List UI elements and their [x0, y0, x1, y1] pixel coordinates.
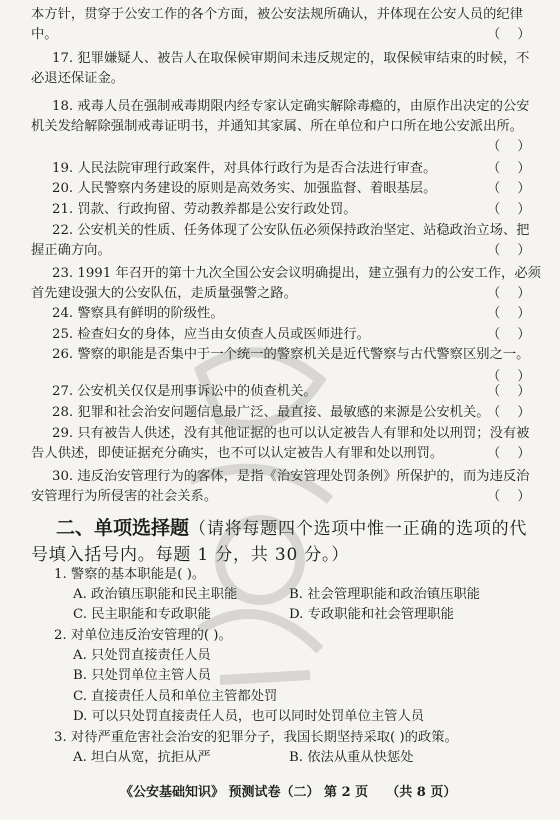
tf-item-line: 24. 警察具有鲜明的阶级性。 [52, 306, 224, 321]
tf-item-line: 20. 人民警察内务建设的原则是高效务实、加强监督、着眼基层。 [52, 181, 437, 196]
answer-option: B. 社会管理职能和政治镇压职能 [289, 587, 481, 602]
tf-item-line: 18. 戒毒人员在强制戒毒期限内经专家认定确实解除毒瘾的，由原作出决定的公安 [52, 99, 530, 114]
answer-parentheses: （ ） [487, 446, 531, 461]
answer-option: D. 可以只处罚直接责任人员，也可以同时处罚单位主管人员 [73, 709, 425, 724]
tf-item-line: 握正确方向。 [31, 243, 111, 258]
answer-parentheses: （ ） [487, 369, 531, 384]
answer-parentheses: （ ） [487, 384, 531, 399]
tf-item-line: 告人供述，即使证据充分确实，也不可以认定被告人有罪和处以刑罚。 [31, 446, 444, 461]
answer-parentheses: （ ） [487, 202, 531, 217]
answer-parentheses: （ ） [487, 306, 531, 321]
question-stem: 1. 警察的基本职能是( )。 [54, 567, 206, 582]
answer-parentheses: （ ） [487, 327, 531, 342]
question-stem: 2. 对单位违反治安管理的( )。 [54, 628, 232, 643]
tf-item-line: 17. 犯罪嫌疑人、被告人在取保候审期间未违反规定的，取保候审结束的时候，不 [52, 51, 530, 66]
answer-parentheses: （ ） [487, 161, 531, 176]
section-title: 二、单项选择题 [56, 517, 190, 539]
page-footer: 《公安基础知识》 预测试卷（二） 第 2 页 （共 8 页） [120, 785, 457, 800]
section-instruction-line-2: 号填入括号内。每题 1 分，共 30 分。） [31, 545, 350, 565]
tf-item-line: 30. 违反治安管理行为的客体，是指《治安管理处罚条例》所保护的，而为违反治 [52, 469, 530, 484]
section-heading [56, 513, 527, 540]
tf-item-line: 首先建设强大的公安队伍，走质量强警之路。 [31, 286, 297, 301]
tf-item-line: 25. 检查妇女的身体，应当由女侦查人员或医师进行。 [52, 327, 370, 342]
answer-parentheses: （ ） [487, 181, 531, 196]
section-instruction-line-1: （请将每题四个选项中惟一正确的选项的代 [189, 519, 528, 539]
tf-item-line: 安管理行为所侵害的社会关系。 [31, 489, 218, 504]
tf-item-line: 27. 公安机关仅仅是刑事诉讼中的侦查机关。 [52, 384, 317, 399]
answer-parentheses: （ ） [487, 405, 531, 420]
tf-item-line: 必退还保证金。 [31, 71, 125, 86]
answer-option: A. 只处罚直接责任人员 [73, 648, 211, 663]
answer-parentheses: （ ） [487, 27, 531, 42]
tf-item-line: 19. 人民法院审理行政案件，对具体行政行为是否合法进行审查。 [52, 161, 437, 176]
answer-parentheses: （ ） [487, 489, 531, 504]
answer-option: C. 民主职能和专政职能 [73, 607, 211, 622]
tf-item-line: 中。 [31, 27, 58, 42]
answer-option: A. 坦白从宽，抗拒从严 [73, 750, 211, 765]
answer-option: C. 直接责任人员和单位主管都处罚 [73, 689, 278, 704]
answer-parentheses: （ ） [487, 139, 531, 154]
tf-item-line: 21. 罚款、行政拘留、劳动教养都是公安行政处罚。 [52, 202, 357, 217]
tf-item-line: 28. 犯罪和社会治安问题信息最广泛、最直接、最敏感的来源是公安机关。 [52, 405, 490, 420]
tf-item-line: 机关发给解除强制戒毒证明书，并通知其家属、所在单位和户口所在地公安派出所。 [31, 119, 523, 134]
answer-parentheses: （ ） [487, 286, 531, 301]
answer-parentheses: （ ） [487, 243, 531, 258]
answer-option: B. 依法从重从快惩处 [289, 750, 414, 765]
tf-item-line: 本方针，贯穿于公安工作的各个方面，被公安法规所确认，并体现在公安人员的纪律 [31, 7, 523, 22]
answer-option: A. 政治镇压职能和民主职能 [73, 587, 238, 602]
answer-option: D. 专政职能和社会管理职能 [289, 607, 454, 622]
answer-option: B. 只处罚单位主管人员 [73, 668, 211, 683]
tf-item-line: 26. 警察的职能是否集中于一个统一的警察机关是近代警察与古代警察区别之一。 [52, 347, 530, 362]
tf-item-line: 23. 1991 年召开的第十九次全国公安会议明确提出，建立强有力的公安工作，必须 [52, 266, 541, 281]
tf-item-line: 29. 只有被告人供述，没有其他证据的也可以认定被告人有罪和处以刑罚；没有被 [52, 426, 530, 441]
question-stem: 3. 对待严重危害社会治安的犯罪分子，我国长期坚持采取( )的政策。 [54, 730, 458, 745]
tf-item-line: 22. 公安机关的性质、任务体现了公安队伍必须保持政治坚定、站稳政治立场、把 [52, 223, 530, 238]
